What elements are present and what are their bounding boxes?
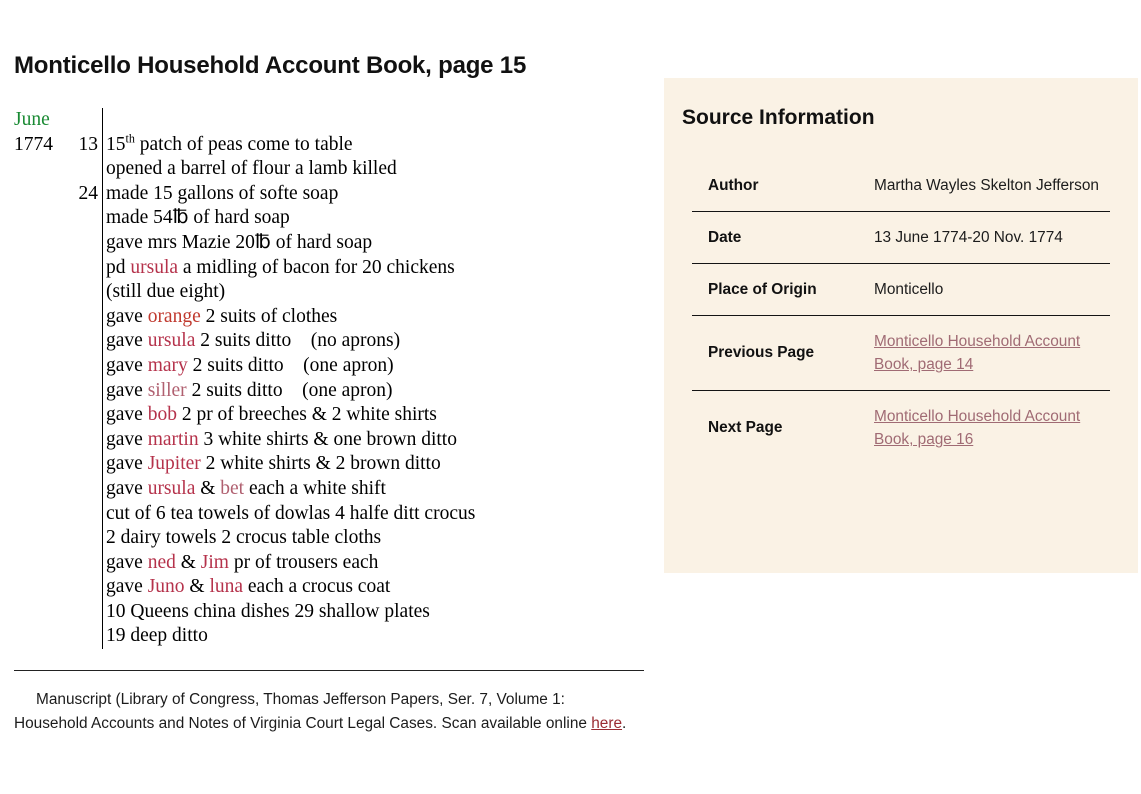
entry-text: & (175, 551, 201, 573)
transcription-row (14, 379, 654, 404)
enslaved-person-name: ned (147, 551, 176, 573)
entry-text: a midling of bacon for 20 chickens (178, 256, 455, 278)
entry-text: gave (106, 551, 148, 573)
source-info-row (692, 212, 1110, 264)
entry-text: 3 white shirts & one brown ditto (198, 428, 457, 450)
enslaved-person-name: Juno (147, 576, 185, 598)
transcription-day: 13 (78, 133, 98, 155)
enslaved-person-name: martin (147, 428, 199, 450)
entry-text: gave (106, 453, 148, 475)
transcription-entry (102, 624, 654, 649)
transcription-row (14, 477, 654, 502)
entry-text: 2 white shirts & 2 brown ditto (200, 453, 441, 475)
transcription-row (14, 403, 654, 428)
entry-text: each a white shift (244, 477, 386, 499)
source-information-heading: Source Information (682, 106, 875, 129)
transcription-entry (102, 600, 654, 625)
transcription-row (14, 600, 654, 625)
source-info-label: Author (708, 176, 759, 194)
entry-text: gave (106, 404, 148, 426)
transcription-row (14, 502, 654, 527)
enslaved-person-name: siller (147, 379, 187, 401)
source-info-label: Date (692, 212, 864, 264)
manuscript-transcription (14, 108, 654, 649)
entry-text: & (195, 477, 221, 499)
source-info-value: 13 June 1774-20 Nov. 1774 (864, 212, 1110, 264)
transcription-entry (102, 133, 654, 158)
section-divider (14, 670, 644, 671)
source-info-value: Monticello (864, 264, 1110, 316)
entry-text: 2 dairy towels 2 crocus table cloths (106, 527, 382, 549)
transcription-row (14, 157, 654, 182)
source-information-panel (664, 78, 1138, 573)
entry-text: 15 (106, 133, 126, 155)
source-info-row (692, 264, 1110, 316)
enslaved-person-name: ursula (147, 477, 196, 499)
entry-text: gave (106, 305, 148, 327)
entry-text: gave (106, 477, 148, 499)
previous-page-link[interactable]: Monticello Household Account Book, page 14 (874, 333, 1081, 373)
entry-text: gave (106, 576, 148, 598)
enslaved-person-name: orange (147, 305, 201, 327)
scan-here-link[interactable]: here (591, 714, 623, 732)
transcription-row (14, 280, 654, 305)
source-info-row (692, 391, 1110, 466)
source-info-row (692, 160, 1110, 212)
transcription-entry (102, 477, 654, 502)
source-info-value: Martha Wayles Skelton Jefferson (874, 177, 1099, 194)
page-title: Monticello Household Account Book, page 15 (14, 52, 527, 79)
enslaved-person-name: ursula (147, 330, 196, 352)
transcription-entry (102, 280, 654, 305)
source-info-value[interactable] (864, 391, 1110, 466)
enslaved-person-name: bet (220, 477, 245, 499)
transcription-row (14, 182, 654, 207)
entry-text: gave (106, 354, 148, 376)
entry-text: gave (106, 330, 148, 352)
transcription-year: 1774 (14, 133, 53, 155)
entry-text: & (184, 576, 210, 598)
transcription-entry (102, 379, 654, 404)
transcription-entry (102, 551, 654, 576)
transcription-row (14, 575, 654, 600)
entry-text: gave (106, 379, 148, 401)
transcription-row (14, 256, 654, 281)
transcription-entry (102, 526, 654, 551)
entry-text: 19 deep ditto (106, 625, 208, 647)
entry-text: 2 suits ditto (195, 330, 292, 352)
entry-text: 2 pr of breeches & 2 white shirts (176, 404, 437, 426)
entry-text: 10 Queens china dishes 29 shallow plates (106, 600, 430, 622)
entry-text: 2 suits ditto (186, 379, 283, 401)
transcription-row (14, 206, 654, 231)
transcription-row (14, 354, 654, 379)
entry-text: (one apron) (283, 354, 394, 376)
entry-text: made 15 gallons of softe soap (106, 182, 339, 204)
source-information-table (692, 160, 1110, 465)
transcription-entry (102, 428, 654, 453)
transcription-entry (102, 329, 654, 354)
transcription-entry (102, 157, 654, 182)
transcription-row (14, 133, 654, 158)
entry-text: (no aprons) (291, 330, 401, 352)
entry-text: (still due eight) (106, 281, 226, 303)
source-caption (14, 688, 642, 735)
transcription-entry (102, 108, 654, 133)
transcription-row (14, 108, 654, 133)
entry-text: each a crocus coat (243, 576, 391, 598)
entry-text: 2 suits ditto (187, 354, 284, 376)
entry-text: (one apron) (282, 379, 393, 401)
transcription-entry (102, 256, 654, 281)
entry-text: pd (106, 256, 131, 278)
transcription-day: 24 (78, 182, 98, 204)
enslaved-person-name: Jim (200, 551, 229, 573)
source-info-row (692, 316, 1110, 391)
entry-text: patch of peas come to table (134, 133, 353, 155)
source-info-label: Place of Origin (692, 264, 864, 316)
source-table-body (692, 160, 1110, 465)
transcription-row (14, 526, 654, 551)
transcription-entry (102, 575, 654, 600)
enslaved-person-name: mary (147, 354, 188, 376)
entry-text: gave mrs Mazie 20℔ of hard soap (106, 231, 373, 253)
ordinal-suffix: th (125, 131, 135, 146)
transcription-row (14, 231, 654, 256)
entry-text: pr of trousers each (228, 551, 379, 573)
source-info-label: Next Page (692, 391, 864, 466)
transcription-entry (102, 206, 654, 231)
transcription-row (14, 624, 654, 649)
source-info-value[interactable] (864, 316, 1110, 391)
transcription-row (14, 305, 654, 330)
transcription-entry (102, 354, 654, 379)
entry-text: 2 suits of clothes (200, 305, 338, 327)
entry-text: opened a barrel of flour a lamb killed (106, 158, 397, 180)
transcription-entry (102, 452, 654, 477)
next-page-link[interactable]: Monticello Household Account Book, page 16 (874, 408, 1081, 448)
caption-text-after: . (622, 714, 627, 732)
transcription-entry (102, 231, 654, 256)
transcription-entry (102, 305, 654, 330)
transcription-row (14, 329, 654, 354)
transcription-entry (102, 502, 654, 527)
source-info-label: Previous Page (692, 316, 864, 391)
caption-text-before: Manuscript (Library of Congress, Thomas Jefferson Papers, Ser. 7, Volume 1: Household Accounts and Notes of Virginia Court Legal Cases. Scan available online (14, 691, 592, 732)
enslaved-person-name: Jupiter (147, 453, 201, 475)
transcription-row (14, 551, 654, 576)
transcription-row (14, 452, 654, 477)
enslaved-person-name: bob (147, 404, 177, 426)
enslaved-person-name: ursula (130, 256, 179, 278)
transcription-entry (102, 403, 654, 428)
entry-text: gave (106, 428, 148, 450)
entry-text: cut of 6 tea towels of dowlas 4 halfe ditt crocus (106, 502, 476, 524)
transcription-month-label: June (14, 109, 50, 130)
transcription-row (14, 428, 654, 453)
enslaved-person-name: luna (209, 576, 244, 598)
transcription-year (14, 108, 66, 133)
entry-text: made 54℔ of hard soap (106, 207, 290, 229)
transcription-entry (102, 182, 654, 207)
